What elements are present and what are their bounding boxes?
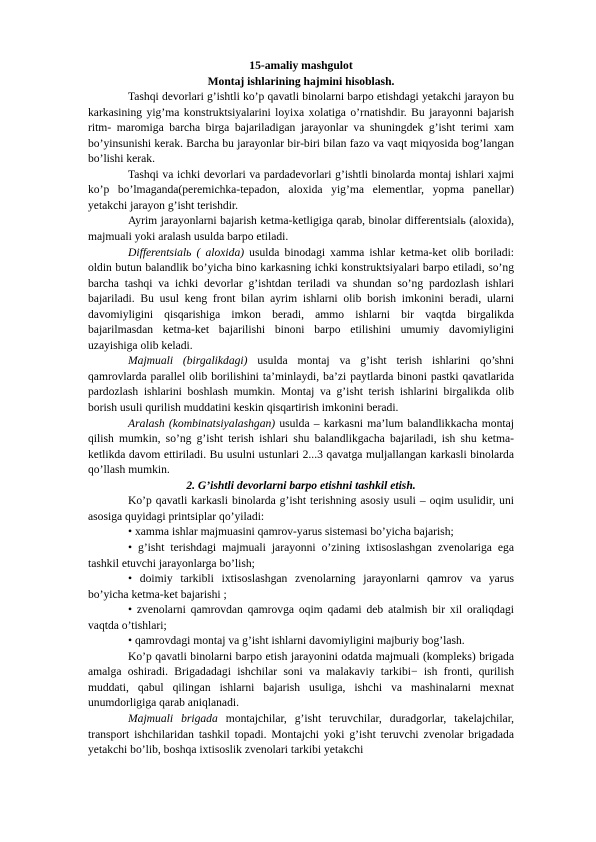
term-mixed: Aralash (kombinatsiyalashgan) [128, 416, 276, 430]
document-body [88, 58, 514, 758]
paragraph-7: Ko’p qavatli karkasli binolarda g’isht terishning asosiy usuli – oqim usulidir, uni asosiga quyidagi printsiplar qo’yiladi: [88, 494, 514, 523]
bullet-item: • xamma ishlar majmuasini qamrov-yarus sistemasi bo’yicha bajarish; [128, 525, 454, 539]
paragraph-4: Differentsialь ( aloxida) usulda binodagi xamma ishlar ketma-ket olib boriladi: oldin butun balandlik bo’yicha bino karkasning ichki konstruktsiyalari barpo etiladi, so’ng barcha tashqi va ichki devorlar g’ishtdan teriladi va shundan so’ng pardozlash ishlari bajariladi. Bu usul keng front bilan ayrim ishlarni olib borish imkonini beradi, ularni davomiyligini qisqarishiga imkon beradi, ammo ishlarni bir vaqtda birgalikda bajarilmasdan ketma-ket bajarilishi binoni barpo etilishini umumiy davomiyligini uzayishiga olib keladi. [88, 245, 515, 352]
paragraph-1: Tashqi devorlari g’ishtli ko’p qavatli binolarni barpo etishdagi yetakchi jarayon bu karkasining yig’ma konstruktsiyalarini loyixa xolatiga o’rnatishdir. Bu jarayonni bajarish ritm- maromiga barcha birga bajariladigan jarayonlar va shuningdek g’isht terimi xam bo’yinsunishi kerak. Barcha bu jarayonlar bir-biri bilan fazo va vaqt miqyosida bog’langan bo’lishi kerak. [88, 90, 514, 166]
paragraph-8: Ko’p qavatli binolarni barpo etish jarayonini odatda majmuali (kompleks) brigada amalga oshiradi. Brigadadagi ishchilar soni va malakaviy tarkibi− ish fronti, qurilish muddati, qabul qilingan ishlarni bajarish usuliga, ishchi va mashinalarni mexnat unumdorligiga qarab aniqlanadi. [88, 649, 514, 710]
paragraph-6: Aralash (kombinatsiyalashgan) usulda – karkasni ma’lum balandlikkacha montaj qilish mumkin, so’ng g’isht terish ishlari shu balandlikgacha bajariladi, ish shu ketma-ketlikda davom ettiriladi. Bu usulni ustunlari 2...3 qavatga muljallangan karkasli binolarda qo’llash mumkin. [88, 416, 514, 477]
term-differential: Differentsialь ( aloxida) [128, 245, 245, 259]
section-subtitle: 2. G’ishtli devorlarni barpo etishni tashkil etish. [186, 478, 416, 492]
bullet-item: • qamrovdagi montaj va g’isht ishlarni davomiyligini majburiy bog’lash. [128, 634, 465, 648]
term-complex: Majmuali (birgalikdagi) [128, 354, 248, 368]
bullet-item: • doimiy tarkibli ixtisoslashgan zvenolarning jarayonlarni qamrov va yarus bo’yicha ketma-ket bajarishi ; [88, 572, 514, 601]
bullet-item: • zvenolarni qamrovdan qamrovga oqim qadami deb atalmish bir xil oraliqdagi vaqtda o’tishlari; [88, 603, 514, 632]
paragraph-5: Majmuali (birgalikdagi) usulda montaj va g’isht terish ishlarini qo’shni qamrovlarda parallel olib borilishini ta’minlaydi, ba’zi paytlarda binoni pastki qavatlarida pardozlash ishlarini boshlash mumkin. Montaj va g’isht terish ishlarini birgalikda olib borish usuli qurilish muddatini keskin qisqartirish imkonini beradi. [88, 354, 514, 415]
paragraph-3: Ayrim jarayonlarni bajarish ketma-ketligiga qarab, binolar differentsialь (aloxida), majmuali yoki aralash usulda barpo etiladi. [88, 214, 514, 244]
paragraph-9: Majmuali brigada montajchilar, g’isht teruvchilar, duradgorlar, takelajchilar, transport ishchilaridan tashkil topadi. Montajchi yoki g’isht teruvchi zvenolar brigadada yetakchi bo’lib, boshqa ixtisoslik zvenolari tarkibi yetakchi [88, 711, 514, 757]
bullet-item: • g’isht terishdagi majmuali jarayonni o’zining ixtisoslashgan zvenolariga ega tashkil etuvchi jarayonlarga bo’lish; [88, 540, 514, 570]
topic-title: Montaj ishlarining hajmini hisoblash. [207, 74, 395, 88]
term-complex-brigade: Majmuali brigada [128, 711, 218, 725]
practical-title: 15-amaliy mashgulot [249, 59, 353, 72]
paragraph-2: Tashqi va ichki devorlari va pardadevorlari g’ishtli binolarda montaj ishlari xajmi ko’p bo’lmaganda(peremichka-tepadon, aloxida yig’ma elementlar, yopma panellar) yetakchi jarayon g’isht terishdir. [88, 167, 514, 212]
